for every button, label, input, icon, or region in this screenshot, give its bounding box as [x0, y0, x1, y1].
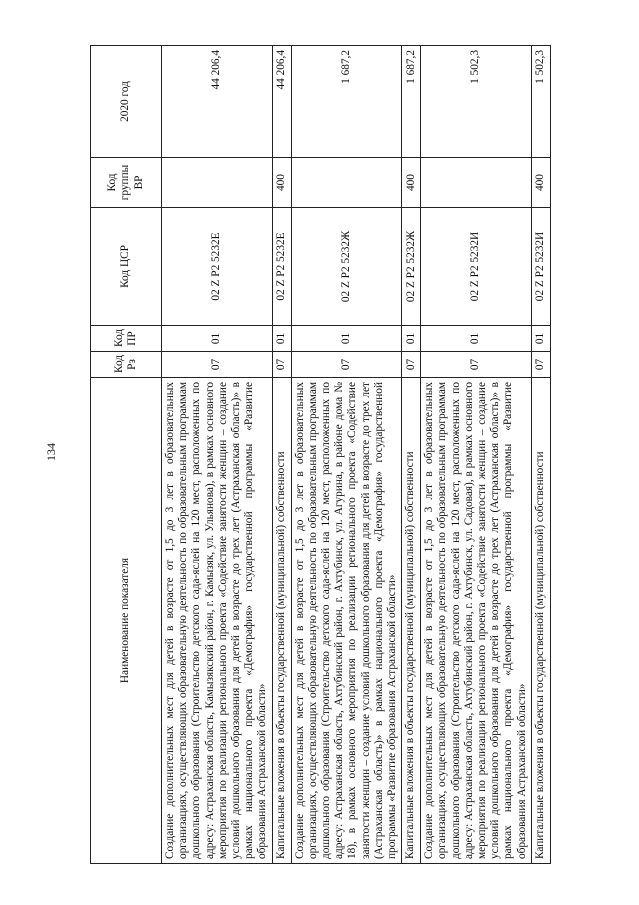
row-year: 1 687,2 [402, 46, 421, 158]
header-csr: Код ЦСР [91, 208, 162, 326]
row-pr: 01 [531, 326, 550, 352]
row-csr: 02 Z P2 5232Е [272, 208, 291, 326]
page-number: 134 [44, 443, 58, 461]
row-csr: 02 Z P2 5232И [421, 208, 532, 326]
table-row [272, 46, 291, 864]
row-csr: 02 Z P2 5232Ж [402, 208, 421, 326]
row-pr: 01 [291, 326, 402, 352]
row-year: 1 502,3 [421, 46, 532, 158]
row-vr: 400 [272, 158, 291, 208]
row-rz: 07 [291, 352, 402, 378]
row-csr: 02 Z P2 5232Ж [291, 208, 402, 326]
row-year: 1 687,2 [291, 46, 402, 158]
row-vr: 400 [531, 158, 550, 208]
row-name: Капитальные вложения в объекты государственной (муниципальной) собственности [402, 378, 421, 864]
row-csr: 02 Z P2 5232Е [162, 208, 273, 326]
header-year: 2020 год [91, 46, 162, 158]
row-name: Капитальные вложения в объекты государственной (муниципальной) собственности [531, 378, 550, 864]
table-row [531, 46, 550, 864]
header-vr: Код группы ВР [91, 158, 162, 208]
row-year: 44 206,4 [272, 46, 291, 158]
row-pr: 01 [421, 326, 532, 352]
table-row [291, 46, 402, 864]
row-year: 44 206,4 [162, 46, 273, 158]
header-row [91, 46, 162, 864]
budget-table [90, 45, 551, 864]
row-name: Капитальные вложения в объекты государственной (муниципальной) собственности [272, 378, 291, 864]
row-rz: 07 [272, 352, 291, 378]
row-pr: 01 [162, 326, 273, 352]
row-pr: 01 [272, 326, 291, 352]
table-row [402, 46, 421, 864]
table-row [162, 46, 273, 864]
header-rz: Код Рз [91, 352, 162, 378]
row-vr [421, 158, 532, 208]
row-rz: 07 [402, 352, 421, 378]
row-csr: 02 Z P2 5232И [531, 208, 550, 326]
header-name: Наименование показателя [91, 378, 162, 864]
row-vr [162, 158, 273, 208]
row-rz: 07 [162, 352, 273, 378]
row-pr: 01 [402, 326, 421, 352]
row-name: Создание дополнительных мест для детей в возрасте от 1,5 до 3 лет в образовательных организациях, осуществляющих образовательную деятельность по образовательным программам дошкольного образования (Строительство детского сада-яслей на 120 мест, расположенных по адресу: Астраханская область, Ахтубинский район, г. Ахтубинск, ул. Агурина, в районе дома № 18), в рамках основного мероприятия по реализации регионального проекта «Содействие занятости женщин – создание условий дошкольного образования для детей в возрасте до трех лет (Астраханская область)» в рамках национального проекта «Демография» государственной программы «Развитие образования Астраханской области» [291, 378, 402, 864]
row-rz: 07 [421, 352, 532, 378]
table-row [421, 46, 532, 864]
row-vr: 400 [402, 158, 421, 208]
header-pr: Код ПР [91, 326, 162, 352]
row-vr [291, 158, 402, 208]
row-name: Создание дополнительных мест для детей в возрасте от 1,5 до 3 лет в образовательных организациях, осуществляющих образовательную деятельность по образовательным программам дошкольного образования (Строительство детского сада-яслей на 120 мест, расположенных по адресу: Астраханская область, Ахтубинский район, г. Ахтубинск, ул. Садовая), в рамках основного мероприятия по реализации регионального проекта «Содействие занятости женщин – создание условий дошкольного образования для детей в возрасте до трех лет (Астраханская область)» в рамках национального проекта «Демография» государственной программы «Развитие образования Астраханской области» [421, 378, 532, 864]
rotated-table-container [90, 46, 547, 864]
row-year: 1 502,3 [531, 46, 550, 158]
row-rz: 07 [531, 352, 550, 378]
row-name: Создание дополнительных мест для детей в возрасте от 1,5 до 3 лет в образовательных организациях, осуществляющих образовательную деятельность по образовательным программам дошкольного образования (Строительство детского сада-яслей на 120 мест, расположенных по адресу: Астраханская область, Камызякский район, г. Камызяк, ул. Ульянова), в рамках основного мероприятия по реализации регионального проекта «Содействие занятости женщин – создание условий дошкольного образования для детей в возрасте до трех лет (Астраханская область)» в рамках национального проекта «Демография» государственной программы «Развитие образования Астраханской области» [162, 378, 273, 864]
